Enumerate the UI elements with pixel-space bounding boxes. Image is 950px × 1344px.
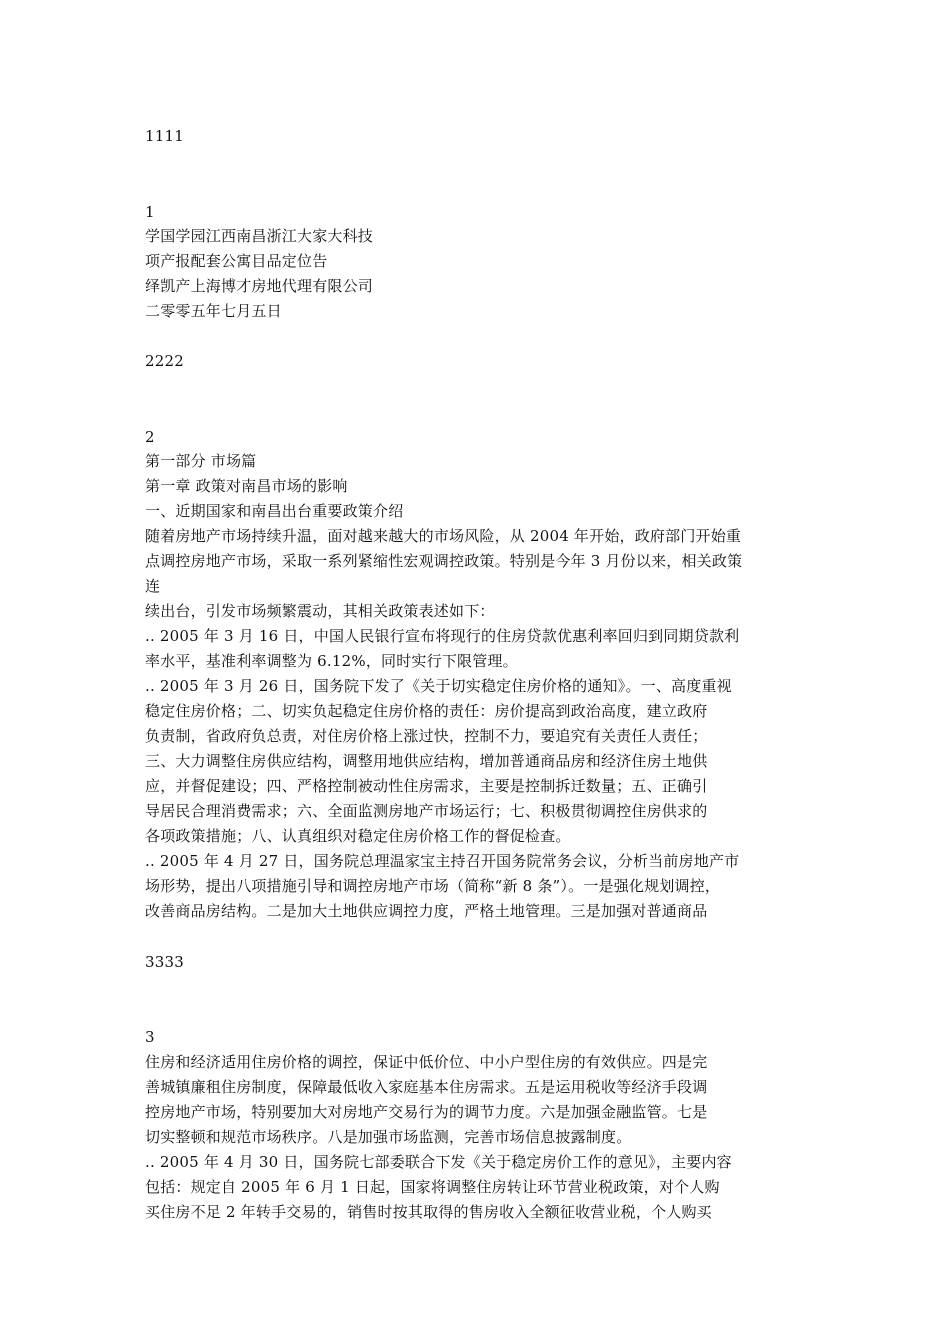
body-text-line: 各项政策措施；八、认真组织对稳定住房价格工作的督促检查。 <box>145 827 571 845</box>
cover-date: 二零零五年七月五日 <box>145 302 282 320</box>
cover-company: 绎凯产上海博才房地代理有限公司 <box>145 277 374 295</box>
page-marker: 2222 <box>145 352 184 370</box>
body-text-line: 点调控房地产市场，采取一系列紧缩性宏观调控政策。特别是今年 3 月份以来，相关政策 <box>145 552 743 570</box>
body-text-line: 切实整顿和规范市场秩序。八是加强市场监测，完善市场信息披露制度。 <box>145 1128 632 1146</box>
body-text-line: 连 <box>145 577 161 595</box>
chapter-heading: 第一章 政策对南昌市场的影响 <box>145 477 348 495</box>
body-text-line: 稳定住房价格；二、切实负起稳定住房价格的责任：房价提高到政治高度，建立政府 <box>145 702 708 720</box>
page-number: 2 <box>145 428 155 446</box>
cover-title-line-1: 学国学园江西南昌浙江大家大科技 <box>145 227 374 245</box>
body-text-line: .. 2005 年 3 月 26 日，国务院下发了《关于切实稳定住房价格的通知》。一、高度重视 <box>145 677 732 695</box>
cover-title-line-2: 项产报配套公寓目品定位告 <box>145 252 328 270</box>
body-text-line: 住房和经济适用住房价格的调控，保证中低价位、中小户型住房的有效供应。四是完 <box>145 1053 708 1071</box>
body-text-line: 善城镇廉租住房制度，保障最低收入家庭基本住房需求。五是运用税收等经济手段调 <box>145 1078 708 1096</box>
body-text-line: 导居民合理消费需求；六、全面监测房地产市场运行；七、积极贯彻调控住房供求的 <box>145 802 708 820</box>
page-marker: 1111 <box>145 127 184 145</box>
page-number: 3 <box>145 1028 155 1046</box>
body-text-line: 买住房不足 2 年转手交易的，销售时按其取得的售房收入全额征收营业税，个人购买 <box>145 1203 712 1221</box>
body-text-line: 场形势，提出八项措施引导和调控房地产市场（简称“新 8 条”）。一是强化规划调控， <box>145 877 721 895</box>
body-text-line: .. 2005 年 4 月 30 日，国务院七部委联合下发《关于稳定房价工作的意见》，主要内容 <box>145 1153 732 1171</box>
body-text-line: 改善商品房结构。二是加大土地供应调控力度，严格土地管理。三是加强对普通商品 <box>145 902 708 920</box>
body-text-line: .. 2005 年 4 月 27 日，国务院总理温家宝主持召开国务院常务会议，分析当前房地产市 <box>145 852 740 870</box>
body-text-line: 应，并督促建设；四、严格控制被动性住房需求，主要是控制拆迁数量；五、正确引 <box>145 777 708 795</box>
body-text-line: 续出台，引发市场频繁震动，其相关政策表述如下： <box>145 602 495 620</box>
body-text-line: 三、大力调整住房供应结构，调整用地供应结构，增加普通商品房和经济住房土地供 <box>145 752 708 770</box>
body-text-line: 负责制，省政府负总责，对住房价格上涨过快，控制不力，要追究有关责任人责任； <box>145 727 708 745</box>
body-text-line: 率水平，基准利率调整为 6.12%，同时实行下限管理。 <box>145 652 518 670</box>
body-text-line: .. 2005 年 3 月 16 日，中国人民银行宣布将现行的住房贷款优惠利率回归到同期贷款利 <box>145 627 740 645</box>
page-marker: 3333 <box>145 953 184 971</box>
page-number: 1 <box>145 203 155 221</box>
body-text-line: 控房地产市场，特别要加大对房地产交易行为的调节力度。六是加强金融监管。七是 <box>145 1103 708 1121</box>
part-heading: 第一部分 市场篇 <box>145 452 257 470</box>
body-text-line: 随着房地产市场持续升温，面对越来越大的市场风险，从 2004 年开始，政府部门开始重 <box>145 527 742 545</box>
body-text-line: 包括：规定自 2005 年 6 月 1 日起，国家将调整住房转让环节营业税政策，对个人购 <box>145 1178 720 1196</box>
section-heading: 一、近期国家和南昌出台重要政策介绍 <box>145 502 404 520</box>
